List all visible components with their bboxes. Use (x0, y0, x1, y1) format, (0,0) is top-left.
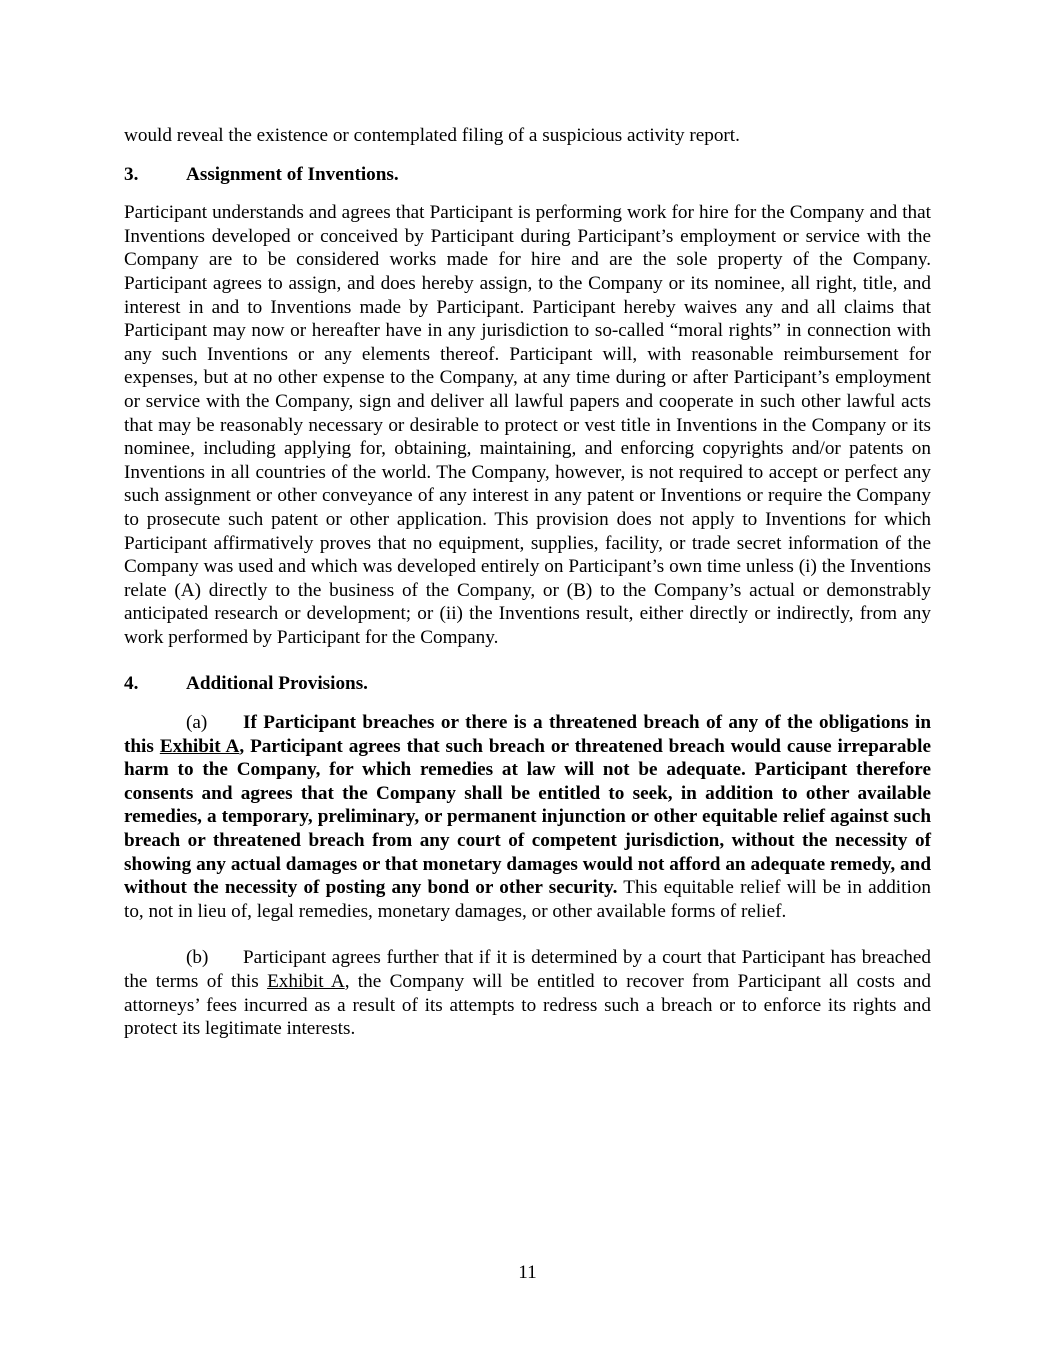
section-4b-label: (b) (186, 947, 209, 969)
section-3-title: Assignment of Inventions. (186, 163, 399, 185)
section-4b-exhibit-reference: Exhibit A (267, 971, 345, 992)
section-4a-paragraph (124, 711, 931, 923)
section-3-number: 3. (124, 163, 139, 185)
section-4a-exhibit-reference: Exhibit A (159, 735, 240, 757)
section-4a-normal-text: This equitable relief will be in addition to, not in lieu of, legal remedies, monetary damages, or other available forms of relief. (124, 877, 931, 922)
document-page (124, 124, 931, 1041)
section-4-title: Additional Provisions. (186, 673, 368, 695)
section-4-number: 4. (124, 673, 139, 695)
section-3-body: Participant understands and agrees that Participant is performing work for hire for the Company and that Inventions developed or conceived by Participant during Participant’s employment or service with the Company are to be considered works made for hire and are the sole property of the Company. Participant agrees to assign, and does hereby assign, to the Company or its nominee, all right, title, and interest in and to Inventions made by Participant. Participant hereby waives any and all claims that Participant may now or hereafter have in any jurisdiction to so-called “moral rights” in connection with any such Inventions or any elements thereof. Participant will, with reasonable reimbursement for expenses, but at no other expense to the Company, at any time during or after Participant’s employment or service with the Company, sign and deliver all lawful papers and cooperate in such other lawful acts that may be reasonably necessary or desirable to protect or vest title in Inventions in the Company or its nominee, including applying for, obtaining, maintaining, and enforcing copyrights and/or patents on Inventions in all countries of the world. The Company, however, is not required to accept or perfect any such assignment or other conveyance of any interest in any patent or Inventions or require the Company to prosecute such patent or other application. This provision does not apply to Inventions for which Participant affirmatively proves that no equipment, supplies, facility, or trade secret information of the Company was used and which was developed entirely on Participant’s own time unless (i) the Inventions relate (A) directly to the business of the Company, or (B) to the Company’s actual or demonstrably anticipated research or development; or (ii) the Inventions result, either directly or indirectly, from any work performed by Participant for the Company. (124, 202, 931, 648)
section-4a-bold-text-1: If Participant breaches or there is a threatened breach of any of the obligations in this (124, 712, 931, 757)
continuation-text: would reveal the existence or contemplated filing of a suspicious activity report. (124, 125, 740, 146)
section-4b-text-2: , the Company will be entitled to recover from Participant all costs and attorneys’ fees incurred as a result of its attempts to redress such a breach or to enforce its rights and protect its legitimate interests. (124, 971, 931, 1040)
section-4b-paragraph (124, 946, 931, 1040)
section-3-heading (124, 163, 931, 187)
page-number: 11 (518, 1262, 537, 1283)
section-4a-label: (a) (186, 712, 208, 734)
section-4a-bold-text-2: , Participant agrees that such breach or threatened breach would cause irreparable harm to the Company, for which remedies at law will not be adequate. Participant therefore consents and agrees that the Company shall be entitled to seek, in addition to other available remedies, a temporary, preliminary, or permanent injunction or other equitable relief against such breach or threatened breach from any court of competent jurisdiction, without the necessity of showing any actual damages or that monetary damages would not afford an adequate remedy, and without the necessity of posting any bond or other security. (124, 735, 931, 899)
section-4b-text-1: Participant agrees further that if it is determined by a court that Participant has breached the terms of this (124, 947, 931, 992)
section-4-heading (124, 672, 931, 696)
